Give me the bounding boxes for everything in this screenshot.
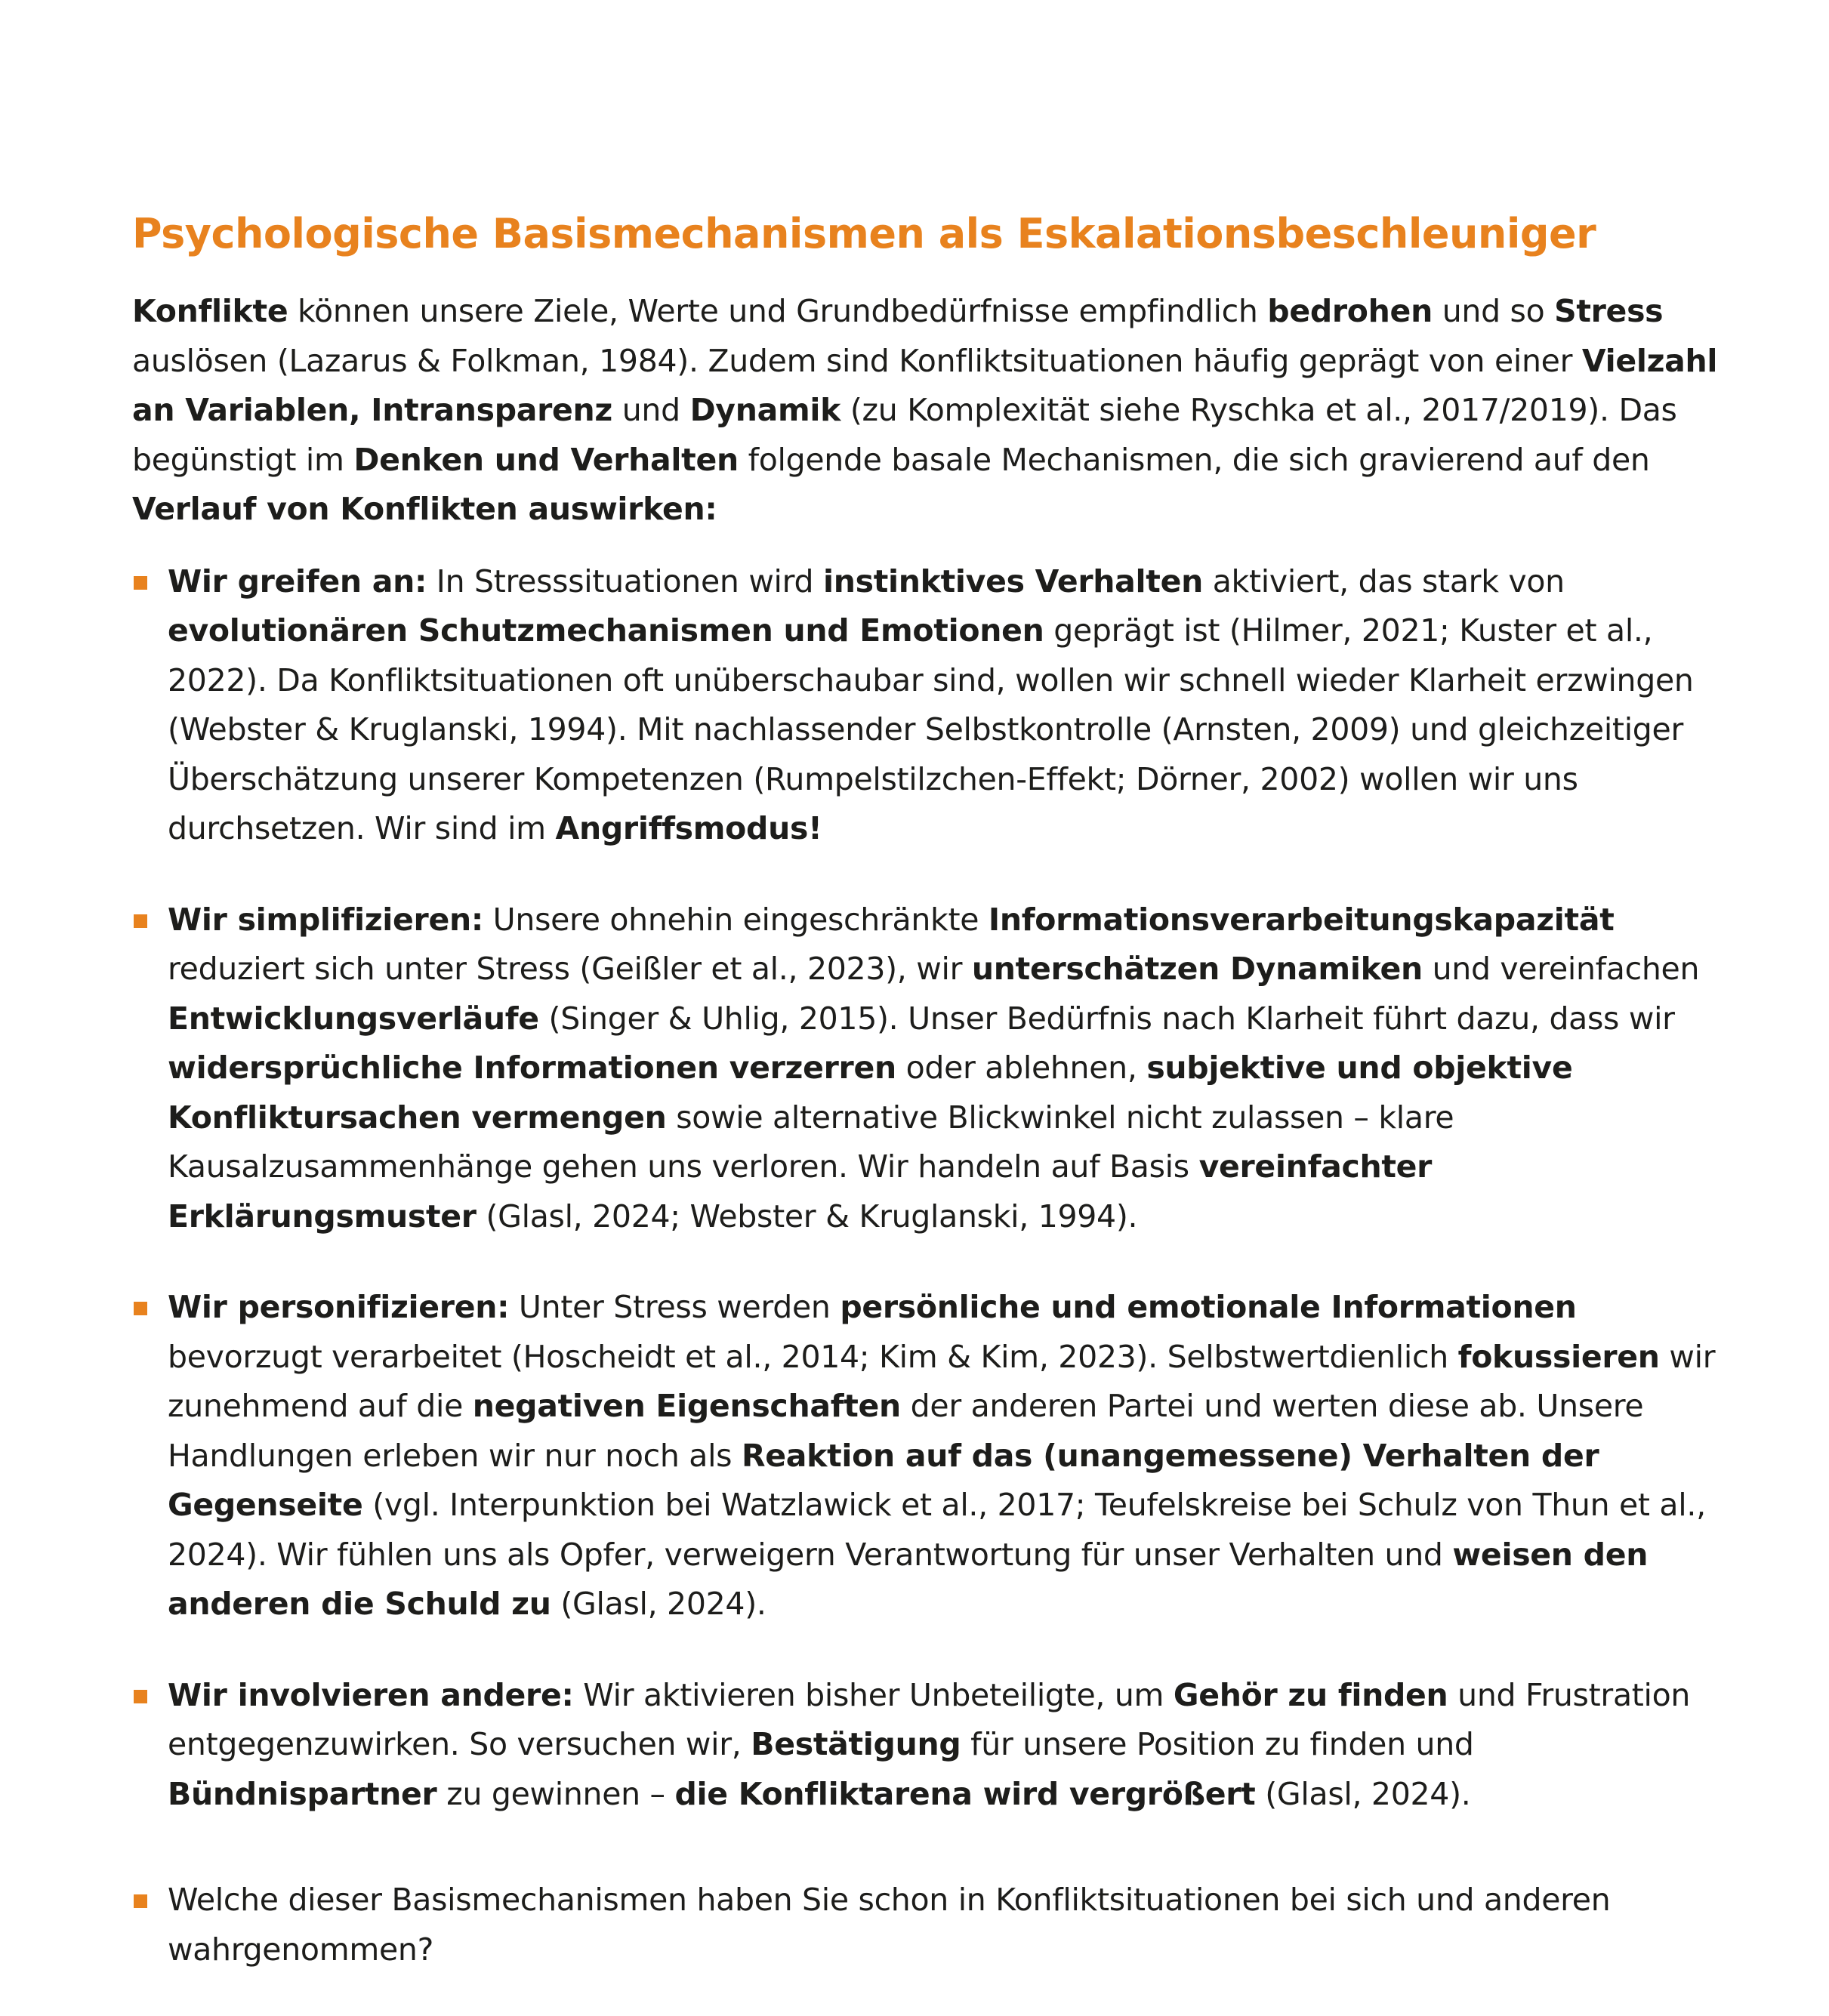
section-heading: Psychologische Basismechanismen als Eskalationsbeschleuniger <box>132 210 1596 257</box>
bold-text-run: Konflikte <box>132 293 288 329</box>
list-item-text <box>168 1671 1733 1820</box>
list-item-text <box>168 557 1733 854</box>
text-run: der anderen Partei und werten diese ab. Unsere Handlungen erleben wir nur noch als <box>168 1388 1644 1474</box>
text-run: sowie alternative Blickwinkel nicht zulassen – klare Kausalzusammenhänge gehen uns verloren. Wir handeln auf Basis <box>168 1099 1454 1185</box>
intro-paragraph <box>132 287 1733 535</box>
bold-text-run: Stress <box>1554 293 1664 329</box>
text-run: Unter Stress werden <box>509 1289 840 1325</box>
text-run: In Stresssituationen wird <box>427 563 823 600</box>
bold-text-run: weisen den anderen die Schuld zu <box>168 1536 1649 1622</box>
bold-text-run: die Konfliktarena wird vergrößert <box>674 1775 1256 1812</box>
bold-text-run: bedrohen <box>1267 293 1433 329</box>
bullet-square-icon <box>134 914 147 928</box>
bold-text-run: persönliche und emotionale Informationen <box>840 1289 1577 1325</box>
text-run: (vgl. Interpunktion bei Watzlawick et al., 2017; Teufelskreise bei Schulz von Thun et al., 2024). Wir fühlen uns als Opfer, verweigern Verantwortung für unser Verhalten und <box>168 1487 1706 1573</box>
text-run: Wir aktivieren bisher Unbeteiligte, um <box>573 1676 1174 1713</box>
text-run: (Singer & Uhlig, 2015). Unser Bedürfnis nach Klarheit führt dazu, dass wir <box>538 1000 1675 1037</box>
bullet-square-icon <box>134 1894 147 1908</box>
bold-text-run: Dynamik <box>689 392 841 428</box>
list-item-text <box>168 1283 1733 1629</box>
list-item-attack <box>132 557 1733 854</box>
list-item-involve <box>132 1671 1733 1820</box>
text-run: (zu Komplexität siehe Ryschka et al., 2017/2019). Das begünstigt im <box>132 392 1677 478</box>
text-run: folgende basale Mechanismen, die sich gravierend auf den <box>738 441 1650 478</box>
bold-text-run: Angriffsmodus! <box>555 810 822 846</box>
bold-text-run: unterschätzen Dynamiken <box>971 951 1423 987</box>
list-item-text <box>168 895 1733 1242</box>
text-run: aktiviert, das stark von <box>1203 563 1565 600</box>
text-run: und <box>612 392 690 428</box>
text-run: und vereinfachen <box>1422 951 1700 987</box>
bold-text-run: widersprüchliche Informationen verzerren <box>168 1050 896 1086</box>
bold-text-run: Entwicklungsverläufe <box>168 1000 539 1037</box>
bold-text-run: Wir involvieren andere: <box>168 1676 574 1713</box>
text-run: (Glasl, 2024). <box>1255 1775 1471 1812</box>
bullet-square-icon <box>134 1690 147 1703</box>
list-item-question <box>132 1876 1733 1974</box>
bold-text-run: negativen Eigenschaften <box>472 1388 901 1424</box>
document-page <box>132 204 1733 2016</box>
bold-text-run: Reaktion auf das (unangemessene) Verhalten der Gegenseite <box>168 1437 1599 1523</box>
bold-text-run: Gehör zu finden <box>1173 1676 1448 1713</box>
text-run: Welche dieser Basismechanismen haben Sie schon in Konfliktsituationen bei sich und anderen wahrgenommen? <box>168 1882 1611 1968</box>
bold-text-run: Vielzahl an Variablen, Intransparenz <box>132 342 1718 428</box>
bold-text-run: Verlauf von Konflikten auswirken: <box>132 491 717 527</box>
text-run: für unsere Position zu finden und <box>961 1726 1474 1762</box>
text-run: können unsere Ziele, Werte und Grundbedürfnisse empfindlich <box>288 293 1268 329</box>
text-run: zu gewinnen – <box>436 1775 675 1812</box>
text-run: oder ablehnen, <box>896 1050 1147 1086</box>
text-run: geprägt ist (Hilmer, 2021; Kuster et al., 2022). Da Konfliktsituationen oft unüberschaubar sind, wollen wir schnell wieder Klarheit erzwingen (Webster & Kruglanski, 1994). Mit nachlassender Selbstkontrolle (Arnsten, 2009) und gleichzeitiger Überschätzung unserer Kompetenzen (Rumpelstilzchen-Effekt; Dörner, 2002) wollen wir uns durchsetzen. Wir sind im <box>168 612 1694 846</box>
reflection-question <box>168 1876 1733 1974</box>
text-run: auslösen (Lazarus & Folkman, 1984). Zudem sind Konfliktsituationen häufig geprägt von einer <box>132 342 1582 379</box>
bold-text-run: Denken und Verhalten <box>353 441 739 478</box>
text-run: reduziert sich unter Stress (Geißler et al., 2023), wir <box>168 951 972 987</box>
bold-text-run: evolutionären Schutzmechanismen und Emotionen <box>168 612 1044 649</box>
bullet-square-icon <box>134 1302 147 1315</box>
bold-text-run: instinktives Verhalten <box>822 563 1203 600</box>
bullet-square-icon <box>134 576 147 590</box>
list-item-personify <box>132 1283 1733 1629</box>
list-item-simplify <box>132 895 1733 1242</box>
text-run: (Glasl, 2024). <box>551 1586 766 1622</box>
text-run: wir zunehmend auf die <box>168 1338 1716 1424</box>
text-run: (Glasl, 2024; Webster & Kruglanski, 1994). <box>476 1198 1138 1235</box>
bold-text-run: subjektive und objektive Konfliktursachen vermengen <box>168 1050 1573 1136</box>
bold-text-run: Bündnispartner <box>168 1775 437 1812</box>
bold-text-run: vereinfachter Erklärungsmuster <box>168 1148 1433 1235</box>
bold-text-run: fokussieren <box>1457 1338 1660 1375</box>
bold-text-run: Wir simplifizieren: <box>168 901 483 938</box>
bold-text-run: Wir personifizieren: <box>168 1289 510 1325</box>
mechanism-list <box>132 557 1733 1975</box>
text-run: und so <box>1432 293 1555 329</box>
bold-text-run: Informationsverarbeitungskapazität <box>988 901 1615 938</box>
bold-text-run: Bestätigung <box>751 1726 961 1762</box>
text-run: bevorzugt verarbeitet (Hoscheidt et al., 2014; Kim & Kim, 2023). Selbstwertdienlich <box>168 1338 1458 1375</box>
text-run: Unsere ohnehin eingeschränkte <box>483 901 989 938</box>
bold-text-run: Wir greifen an: <box>168 563 427 600</box>
text-run: und Frustration entgegenzuwirken. So versuchen wir, <box>168 1676 1691 1762</box>
